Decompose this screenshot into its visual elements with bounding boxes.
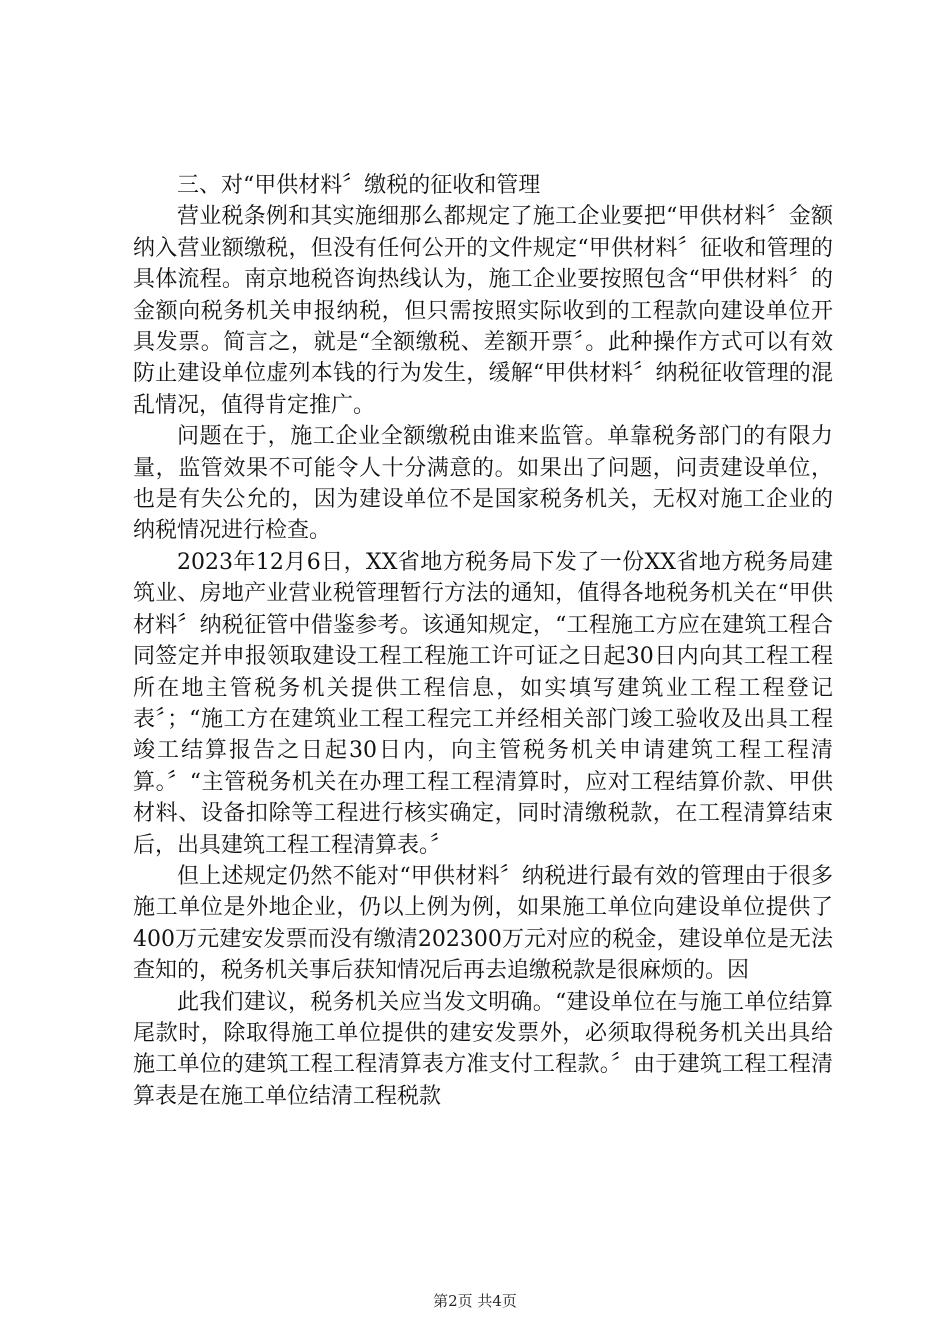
paragraph-5: 此我们建议，税务机关应当发文明确。“建设单位在与施工单位结算尾款时，除取得施工单位提供的建安发票外，必须取得税务机关出具给施工单位的建筑工程工程清算表方准支付工程款。〞由于建筑工程工程清算表是在施工单位结清工程税款 xyxy=(133,989,833,1109)
page-number-footer: 第2页 共4页 xyxy=(433,1292,517,1310)
paragraph-3: 2023年12月6日，XX省地方税务局下发了一份XX省地方税务局建筑业、房地产业营业税管理暂行方法的通知，值得各地税务机关在“甲供材料〞纳税征管中借鉴参考。该通知规定，“工程施工方应在建筑工程合同签定并申报领取建设工程工程施工许可证之日起30日内向其工程工程所在地主管税务机关提供工程信息，如实填写建筑业工程工程登记表〞；“施工方在建筑业工程工程完工并经相关部门竣工验收及出具工程竣工结算报告之日起30日内，向主管税务机关申请建筑工程工程清算。〞“主管税务机关在办理工程工程清算时，应对工程结算价款、甲供材料、设备扣除等工程进行核实确定，同时清缴税款，在工程清算结束后，出具建筑工程工程清算表。〞 xyxy=(133,549,833,858)
paragraph-2: 问题在于，施工企业全额缴税由谁来监管。单靠税务部门的有限力量，监管效果不可能令人十分满意的。如果出了问题，问责建设单位，也是有失公允的，因为建设单位不是国家税务机关，无权对施工企业的纳税情况进行检查。 xyxy=(133,424,833,544)
paragraph-4: 但上述规定仍然不能对“甲供材料〞纳税进行最有效的管理由于很多施工单位是外地企业，仍以上例为例，如果施工单位向建设单位提供了400万元建安发票而没有缴清202300万元对应的税金，建设单位是无法查知的，税务机关事后获知情况后再去追缴税款是很麻烦的。因 xyxy=(133,863,833,984)
document-body xyxy=(133,170,833,1112)
section-heading: 三、对“甲供材料〞缴税的征收和管理 xyxy=(177,173,541,198)
paragraph-1: 营业税条例和其实施细那么都规定了施工企业要把“甲供材料〞金额纳入营业额缴税，但没有任何公开的文件规定“甲供材料〞征收和管理的具体流程。南京地税咨询热线认为，施工企业要按照包含“甲供材料〞的金额向税务机关申报纳税，但只需按照实际收到的工程款向建设单位开具发票。简言之，就是“全额缴税、差额开票〞。此种操作方式可以有效防止建设单位虚列本钱的行为发生，缓解“甲供材料〞纳税征收管理的混乱情况，值得肯定推广。 xyxy=(133,204,833,418)
